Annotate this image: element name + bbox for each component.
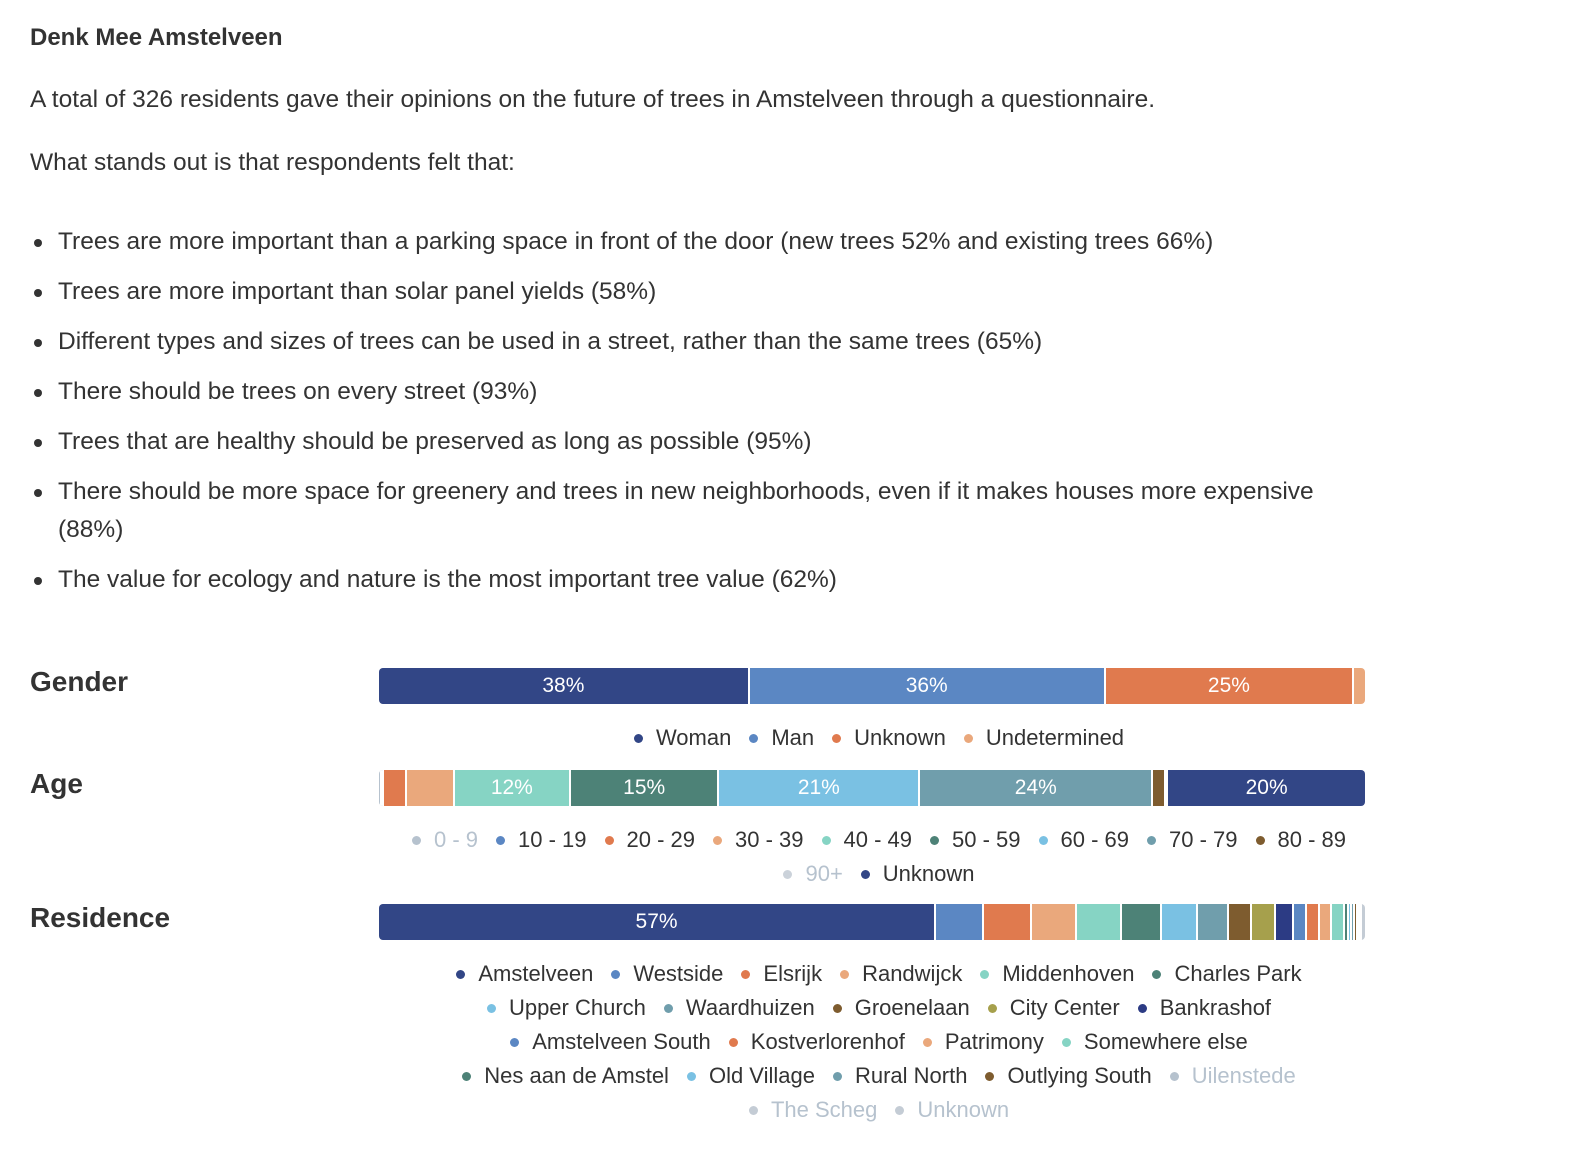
legend-label: Unknown [854, 725, 946, 750]
legend-item[interactable] [713, 823, 804, 857]
age-bar [379, 770, 1365, 806]
legend-marker [1062, 1038, 1071, 1047]
legend-marker [1039, 836, 1048, 845]
finding-item [30, 373, 1370, 411]
bar-segment [1252, 904, 1277, 940]
bar-segment: 57% [379, 904, 936, 940]
legend-marker [964, 734, 973, 743]
intro-text: A total of 326 residents gave their opinions on the future of trees in Amstelveen through a questionnaire. [30, 86, 1156, 113]
bar-segment [1032, 904, 1077, 940]
legend-item[interactable] [1256, 823, 1347, 857]
legend-label: 70 - 79 [1169, 827, 1238, 852]
legend-marker [1147, 836, 1156, 845]
bar-segment [1294, 904, 1307, 940]
bar-segment [984, 904, 1031, 940]
legend-item[interactable] [634, 721, 731, 755]
legend-label: Man [771, 725, 815, 750]
legend-marker [749, 734, 758, 743]
bar-segment [1229, 904, 1252, 940]
legend-item[interactable] [1062, 1025, 1248, 1059]
legend-item[interactable] [985, 1059, 1151, 1093]
legend-marker [729, 1038, 738, 1047]
legend-label: Waardhuizen [685, 995, 815, 1020]
legend-item[interactable] [462, 1059, 669, 1093]
legend-label: Outlying South [1007, 1063, 1152, 1088]
legend-label: Elsrijk [763, 961, 823, 986]
bullet-dot [34, 389, 42, 397]
finding-item [30, 223, 1370, 261]
bullet-dot [34, 239, 42, 247]
legend-item[interactable] [923, 1025, 1044, 1059]
legend-item[interactable] [980, 957, 1134, 991]
legend-marker [487, 1004, 496, 1013]
bar-segment: 25% [1106, 668, 1354, 704]
legend-item[interactable] [832, 721, 946, 755]
bar-segment [1162, 904, 1198, 940]
legend-label: Kostverlorenhof [750, 1029, 905, 1054]
legend-marker [980, 970, 989, 979]
legend-label: 10 - 19 [518, 827, 587, 852]
legend-item[interactable] [861, 857, 975, 891]
legend-label: 40 - 49 [843, 827, 913, 852]
legend-label: Bankrashof [1159, 995, 1272, 1020]
legend-marker [1170, 1072, 1179, 1081]
bar-segment [1122, 904, 1161, 940]
legend-marker [1138, 1004, 1147, 1013]
gender-legend [379, 721, 1379, 755]
legend-marker [713, 836, 722, 845]
legend-item[interactable] [741, 957, 822, 991]
legend-label: Undetermined [985, 725, 1125, 750]
legend-item[interactable] [988, 991, 1120, 1025]
bullet-dot [34, 289, 42, 297]
finding-text: The value for ecology and nature is the most important tree value (62%) [58, 566, 837, 593]
legend-item[interactable] [749, 721, 814, 755]
bar-segment [1362, 904, 1365, 940]
legend-item[interactable] [611, 957, 723, 991]
finding-text: There should be trees on every street (93%) [58, 378, 538, 405]
bar-segment: 12% [455, 770, 571, 806]
residence-label: Residence [30, 902, 171, 933]
legend-marker [1152, 970, 1161, 979]
legend-marker [783, 870, 792, 879]
legend-item[interactable] [833, 991, 970, 1025]
finding-item [30, 423, 1370, 461]
legend-label: Randwijck [862, 961, 963, 986]
finding-text: Different types and sizes of trees can be used in a street, rather than the same trees (65%) [58, 328, 1043, 355]
legend-marker [412, 836, 421, 845]
legend-item[interactable] [1170, 1059, 1296, 1093]
legend-item[interactable] [783, 857, 842, 891]
legend-item[interactable] [895, 1093, 1009, 1127]
legend-marker [923, 1038, 932, 1047]
finding-text: Trees are more important than solar panel yields (58%) [58, 278, 657, 305]
legend-item[interactable] [729, 1025, 905, 1059]
legend-item[interactable] [822, 823, 913, 857]
legend-label: 80 - 89 [1277, 827, 1347, 852]
bar-segment [1320, 904, 1333, 940]
bullet-dot [34, 439, 42, 447]
legend-item[interactable] [930, 823, 1021, 857]
legend-label: Groenelaan [854, 995, 970, 1020]
bar-segment [407, 770, 455, 806]
finding-text: Trees are more important than a parking space in front of the door (new trees 52% and existing trees 66%) [58, 228, 1214, 255]
page-title: Denk Mee Amstelveen [30, 24, 283, 51]
legend-item[interactable] [510, 1025, 711, 1059]
residence-legend [429, 957, 1329, 1127]
legend-item[interactable] [412, 823, 478, 857]
legend-item[interactable] [664, 991, 815, 1025]
legend-marker [985, 1072, 994, 1081]
legend-marker [833, 1072, 842, 1081]
legend-marker [749, 1106, 758, 1115]
legend-label: The Scheg [770, 1097, 878, 1122]
bar-segment: 21% [719, 770, 920, 806]
legend-item[interactable] [749, 1093, 877, 1127]
legend-item[interactable] [687, 1059, 815, 1093]
gender-label: Gender [30, 666, 129, 697]
legend-marker [456, 970, 465, 979]
legend-label: Amstelveen [478, 961, 594, 986]
legend-marker [840, 970, 849, 979]
legend-label: City Center [1009, 995, 1120, 1020]
legend-label: Unknown [882, 861, 975, 886]
legend-label: Middenhoven [1002, 961, 1135, 986]
legend-item[interactable] [1138, 991, 1271, 1025]
legend-label: Uilenstede [1191, 1063, 1296, 1088]
bar-segment [936, 904, 984, 940]
bar-segment: 15% [571, 770, 720, 806]
legend-label: Old Village [708, 1063, 815, 1088]
finding-text: There should be more space for greenery and trees in new neighborhoods, even if it makes houses more expensive (88%) [58, 478, 1314, 543]
finding-text: Trees that are healthy should be preserved as long as possible (95%) [58, 428, 812, 455]
legend-marker [462, 1072, 471, 1081]
legend-marker [634, 734, 643, 743]
legend-label: Patrimony [944, 1029, 1044, 1054]
legend-item[interactable] [496, 823, 587, 857]
legend-marker [895, 1106, 904, 1115]
legend-item[interactable] [1039, 823, 1130, 857]
legend-label: Somewhere else [1083, 1029, 1248, 1054]
legend-marker [832, 734, 841, 743]
bar-segment [1153, 770, 1166, 806]
legend-marker [611, 970, 620, 979]
legend-label: Amstelveen South [532, 1029, 711, 1054]
legend-item[interactable] [487, 991, 646, 1025]
bar-segment [1276, 904, 1294, 940]
legend-item[interactable] [456, 957, 593, 991]
legend-item[interactable] [833, 1059, 967, 1093]
legend-label: 90+ [805, 861, 843, 886]
legend-marker [496, 836, 505, 845]
bullet-dot [34, 577, 42, 585]
legend-label: Nes aan de Amstel [484, 1063, 669, 1088]
legend-label: 30 - 39 [735, 827, 804, 852]
legend-label: Woman [655, 725, 732, 750]
legend-marker [988, 1004, 997, 1013]
legend-marker [930, 836, 939, 845]
bar-segment [1354, 668, 1365, 704]
bar-segment: 36% [750, 668, 1106, 704]
legend-item[interactable] [840, 957, 962, 991]
intro-lead: What stands out is that respondents felt that: [30, 149, 515, 176]
legend-label: 20 - 29 [626, 827, 696, 852]
bar-segment [1198, 904, 1229, 940]
legend-marker [510, 1038, 519, 1047]
bar-segment: 38% [379, 668, 750, 704]
bar-segment [1332, 904, 1345, 940]
age-label: Age [30, 768, 83, 799]
age-legend [379, 823, 1379, 891]
bar-segment [1307, 904, 1320, 940]
finding-item [30, 273, 1370, 311]
bar-segment [1077, 904, 1122, 940]
legend-marker [664, 1004, 673, 1013]
legend-marker [687, 1072, 696, 1081]
legend-label: 60 - 69 [1060, 827, 1130, 852]
bar-segment [384, 770, 407, 806]
bar-segment: 20% [1168, 770, 1365, 806]
finding-item [30, 561, 1370, 599]
legend-item[interactable] [1147, 823, 1238, 857]
legend-label: Upper Church [508, 995, 646, 1020]
gender-bar [379, 668, 1365, 704]
bar-segment: 24% [920, 770, 1153, 806]
legend-label: 50 - 59 [952, 827, 1021, 852]
legend-label: Westside [633, 961, 724, 986]
legend-marker [833, 1004, 842, 1013]
legend-marker [822, 836, 831, 845]
findings-list [30, 223, 1370, 611]
finding-item [30, 323, 1370, 361]
legend-label: Charles Park [1174, 961, 1302, 986]
bullet-dot [34, 489, 42, 497]
legend-item[interactable] [1152, 957, 1301, 991]
legend-marker [741, 970, 750, 979]
legend-marker [605, 836, 614, 845]
legend-label: Unknown [917, 1097, 1010, 1122]
legend-item[interactable] [605, 823, 696, 857]
legend-label: Rural North [854, 1063, 968, 1088]
finding-item [30, 473, 1370, 549]
residence-bar [379, 904, 1365, 940]
legend-item[interactable] [964, 721, 1124, 755]
legend-marker [861, 870, 870, 879]
legend-marker [1256, 836, 1265, 845]
legend-label: 0 - 9 [433, 827, 479, 852]
bullet-dot [34, 339, 42, 347]
